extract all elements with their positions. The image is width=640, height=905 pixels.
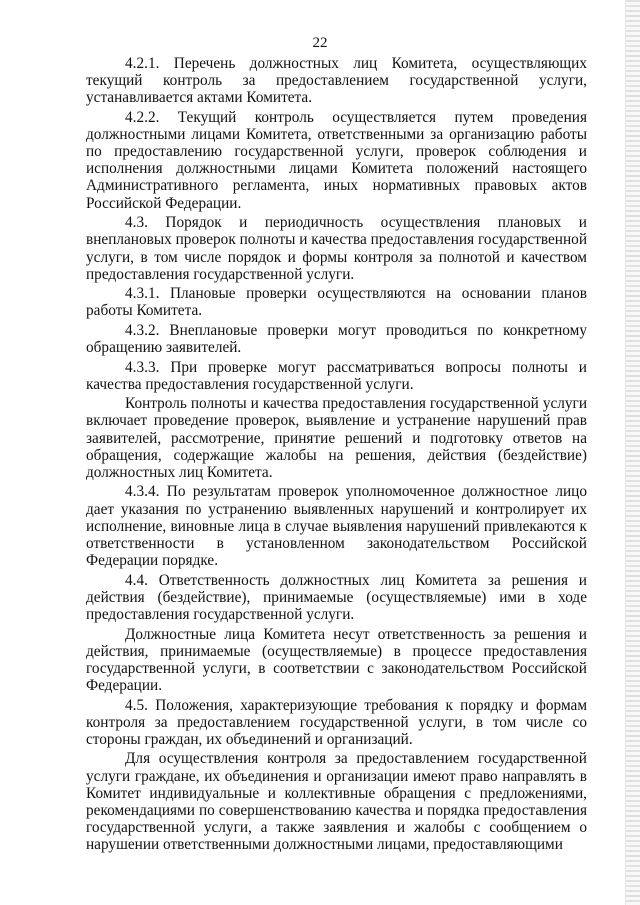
paragraph-4-3-4: 4.3.4. По результатам проверок уполномоченное должностное лицо дает указания по устранению выявленных нарушений и контролирует их исполнение, виновные лица в случае выявления нарушений привлекаются к ответственности в установленном законодательством Российской Федерации порядке.: [86, 483, 587, 570]
paragraph-4-5: 4.5. Положения, характеризующие требования к порядку и формам контроля за предоставлением государственной услуги, в том числе со стороны граждан, их объединений и организаций.: [86, 696, 587, 748]
page-number: 22: [312, 35, 328, 51]
paragraph-4-3-1: 4.3.1. Плановые проверки осуществляются на основании планов работы Комитета.: [86, 285, 587, 320]
paragraph-4-2-2: 4.2.2. Текущий контроль осуществляется путем проведения должностными лицами Комитета, ответственными за организацию работы по предоставлению государственной услуги, проверок соблюдения и исполнения должностными лицами Комитета положений настоящего Административного регламента, иных нормативных правовых актов Российской Федерации.: [86, 108, 587, 212]
document-body: [86, 55, 587, 856]
paragraph-officials-responsibility: Должностные лица Комитета несут ответственность за решения и действия, принимаемые (осуществляемые) в процессе предоставления государственной услуги, в соответствии с законодательством Российской Федерации.: [86, 625, 587, 694]
scan-edge-strip: [626, 0, 640, 905]
paragraph-control-scope: Контроль полноты и качества предоставления государственной услуги включает проведение проверок, выявление и устранение нарушений прав заявителей, рассмотрение, принятие решений и подготовку ответов на обращения, содержащие жалобы на решения, действия (бездействие) должностных лиц Комитета.: [86, 395, 587, 481]
paragraph-4-3: 4.3. Порядок и периодичность осуществления плановых и внеплановых проверок полноты и качества предоставления государственной услуги, в том числе порядок и формы контроля за полнотой и качеством предоставления государственной услуги.: [86, 214, 588, 283]
paragraph-citizen-control: Для осуществления контроля за предоставлением государственной услуги граждане, их объединения и организации имеют право направлять в Комитет индивидуальные и коллективные обращения с предложениями, рекомендациями по совершенствованию качества и порядка предоставления государственной услуги, а также заявления и жалобы с сообщением о нарушении ответственными должностными лицами, предоставляющими: [86, 750, 587, 854]
paragraph-4-3-2: 4.3.2. Внеплановые проверки могут проводиться по конкретному обращению заявителей.: [86, 321, 587, 357]
paragraph-4-3-3: 4.3.3. При проверке могут рассматриваться вопросы полноты и качества предоставления государственной услуги.: [86, 358, 587, 393]
paragraph-4-2-1: 4.2.1. Перечень должностных лиц Комитета, осуществляющих текущий контроль за предоставлением государственной услуги, устанавливается актами Комитета.: [86, 55, 587, 107]
paragraph-4-4: 4.4. Ответственность должностных лиц Комитета за решения и действия (бездействие), принимаемые (осуществляемые) ими в ходе предоставления государственной услуги.: [86, 571, 587, 623]
